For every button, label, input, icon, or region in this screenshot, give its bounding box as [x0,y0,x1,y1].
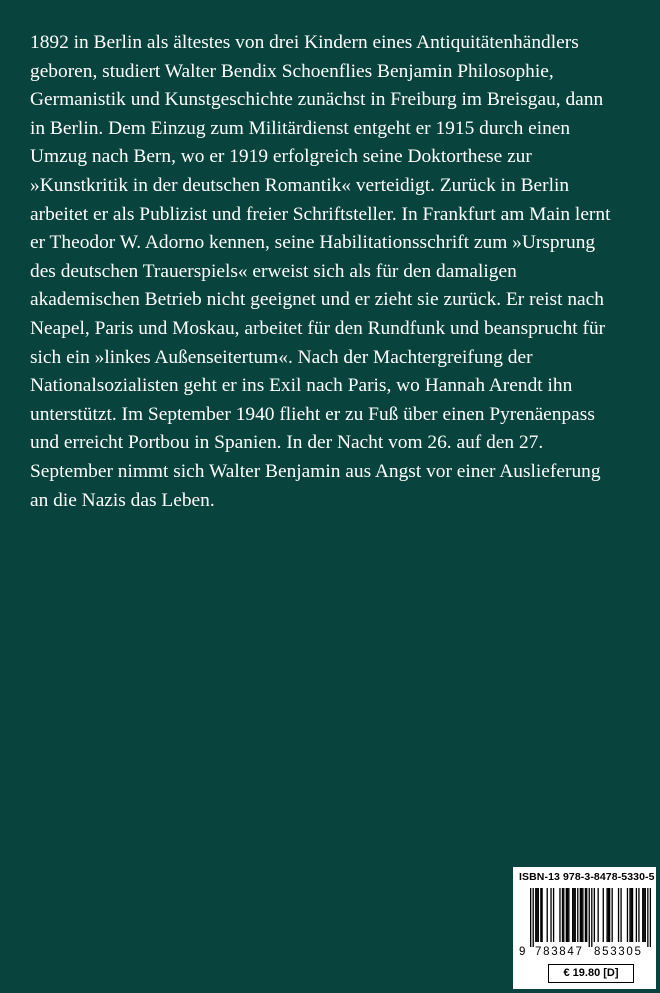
isbn-barcode-block [513,867,656,989]
biography-line: er Theodor W. Adorno kennen, seine Habilitationsschrift zum »Ursprung [30,232,596,254]
barcode-bar [647,888,648,947]
barcode-bar [632,888,633,942]
barcode-bar [577,888,578,942]
biography-line: und erreicht Portbou in Spanien. In der Nacht vom 26. auf den 27. [30,432,544,454]
biography-line: Umzug nach Bern, wo er 1919 erfolgreich seine Doktorthese zur [30,146,532,168]
barcode-bar [581,888,582,942]
barcode-bar [567,888,568,942]
biography-line: des deutschen Trauerspiels« erweist sich als für den damaligen [30,260,517,282]
ean-left-digits: 783847 [535,946,584,958]
barcode-bar [559,888,560,942]
barcode-bar [608,888,609,942]
biography-line: an die Nazis das Leben. [30,489,215,511]
barcode-bar [591,888,592,947]
biography-line: geboren, studiert Walter Bendix Schoenflies Benjamin Philosophie, [30,60,554,82]
ean-right-digits: 853305 [594,946,643,958]
biography-line: sich ein »linkes Außenseitertum«. Nach der Machtergreifung der [30,346,533,368]
barcode-image [530,888,651,947]
biography-line: unterstützt. Im September 1940 flieht er zu Fuß über einen Pyrenäenpass [30,403,595,425]
barcode-bar [594,888,595,942]
barcode-bar [562,888,563,942]
barcode-bar [573,888,574,942]
barcode-bar [572,888,573,942]
isbn-label: ISBN-13 978-3-8478-5330-5 [519,871,655,883]
biography-line: arbeitet er als Publizist und freier Schriftsteller. In Frankfurt am Main lernt [30,203,611,225]
barcode-bar [609,888,610,942]
barcode-bar [585,888,586,942]
barcode-bar [533,888,534,947]
barcode-bar [629,888,630,942]
barcode-bar [536,888,537,942]
barcode-bar [589,888,590,947]
biography-line: »Kunstkritik in der deutschen Romantik« verteidigt. Zurück in Berlin [30,174,570,196]
biography-line: akademischen Betrieb nicht geeignet und er zieht sie zurück. Er reist nach [30,289,604,311]
price-label: € 19.80 [D] [548,964,634,983]
barcode-bar [575,888,576,942]
ean-lead-digit: 9 [519,946,526,958]
barcode-bar [612,888,613,942]
barcode-bar [530,888,531,947]
barcode-bar [620,888,621,942]
barcode-bar [541,888,542,942]
barcode-bar [603,888,604,942]
barcode-bar [642,888,643,942]
author-biography [30,29,645,515]
barcode-bar [645,888,646,942]
barcode-bar [606,888,607,942]
barcode-bar [540,888,541,942]
biography-line: in Berlin. Dem Einzug zum Militärdienst entgeht er 1915 durch einen [30,117,571,139]
barcode-bar [553,888,554,942]
barcode-bar [580,888,581,942]
barcode-bar [566,888,567,942]
barcode-bar [550,888,551,942]
barcode-bar [643,888,644,942]
barcode-bar [618,888,619,942]
barcode-bar [586,888,587,942]
barcode-bar [636,888,637,942]
barcode-bar [582,888,583,942]
biography-line: Nationalsozialisten geht er ins Exil nach Paris, wo Hannah Arendt ihn [30,375,573,397]
barcode-bar [547,888,548,942]
biography-line: Germanistik und Kunstgeschichte zunächst in Freiburg im Breisgau, dann [30,89,604,111]
barcode-bar [538,888,539,942]
biography-line: Neapel, Paris und Moskau, arbeitet für den Rundfunk und beansprucht für [30,317,606,339]
barcode-bar [563,888,564,942]
barcode-bar [631,888,632,942]
barcode-bar [638,888,639,942]
barcode-bar [598,888,599,942]
barcode-bar [650,888,651,947]
barcode-bar [535,888,536,942]
barcode-bar [568,888,569,942]
barcode-bar [627,888,628,942]
biography-line: 1892 in Berlin als ältestes von drei Kindern eines Antiquitätenhändlers [30,32,579,53]
biography-line: September nimmt sich Walter Benjamin aus Angst vor einer Auslieferung [30,460,601,482]
